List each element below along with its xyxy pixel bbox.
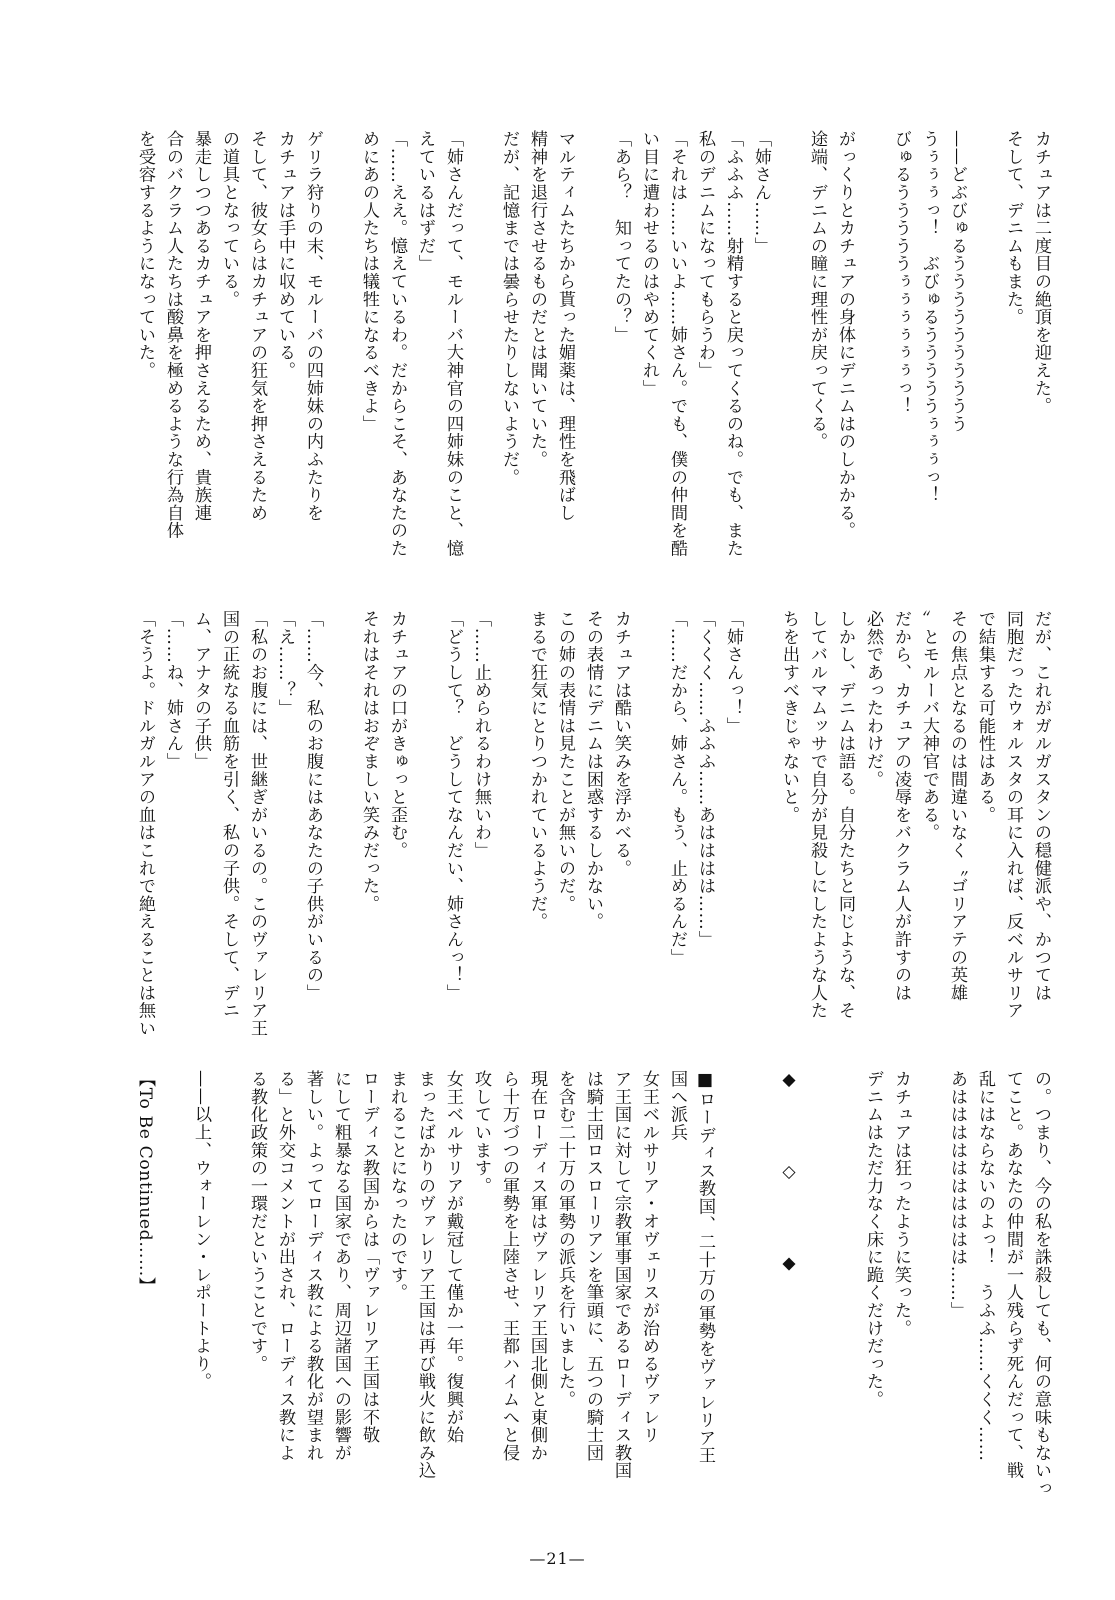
text-line: がっくりとカチュアの身体にデニムはのしかかる。 [835, 130, 855, 540]
text-line: ム、アナタの子供」 [191, 610, 211, 771]
text-line: ら十万づつの軍勢を上陸させ、王都ハイムへと侵 [499, 1070, 519, 1462]
text-line: めにあの人たちは犠牲になるべきよ」 [359, 130, 379, 433]
text-line: 「そうよ。ドルガルアの血はこれで絶えることは無い [135, 610, 155, 1038]
text-line: 「姉さんだって、モルーバ大神官の四姉妹のこと、憶 [443, 130, 463, 558]
text-line: ◆ ◇ ◆ [779, 1070, 799, 1275]
text-line: カチュアは手中に収めている。 [275, 130, 295, 380]
text-line: 女王ベルサリア・オヴェリスが治めるヴァレリ [639, 1070, 659, 1444]
text-line: で結集する可能性はある。 [975, 610, 995, 824]
text-line: しかし、デニムは語る。自分たちと同じような、そ [835, 610, 855, 1020]
text-line: 国の正統なる血筋を引く、私の子供。そして、デニ [219, 610, 239, 1020]
text-line: 「姉さん……」 [751, 130, 771, 255]
page-number: —21— [529, 1549, 586, 1568]
text-line: る教化政策の一環だということです。 [247, 1070, 267, 1373]
text-line: 「私のお腹には、世継ぎがいるの。このヴァレリア王 [247, 610, 267, 1038]
text-line: にして粗暴なる国家であり、周辺諸国への影響が [331, 1070, 351, 1462]
text-line: そして、デニムもまた。 [1003, 130, 1023, 326]
text-line: る」と外交コメントが出され、ローディス教によ [275, 1070, 295, 1462]
text-line: その焦点となるのは間違いなく〝ゴリアテの英雄 [947, 610, 967, 1002]
text-line: 〟とモルーバ大神官である。 [919, 610, 939, 842]
text-line: 暴走しつつあるカチュアを押さえるため、貴族連 [191, 130, 211, 522]
text-line: だが、記憶までは曇らせたりしないようだ。 [499, 130, 519, 486]
text-line: 「姉さんっ！」 [723, 610, 743, 735]
text-line: あはははははははははは……」 [947, 1070, 967, 1320]
text-line: ■ローディス教国、二十万の軍勢をヴァレリア王 [695, 1070, 715, 1465]
text-line: 国へ派兵 [667, 1070, 687, 1142]
text-line: を受容するようになっていた。 [135, 130, 155, 380]
text-tier-bottom [75, 1070, 1055, 1515]
text-line: てこと。あなたの仲間が一人残らず死んだって、戦 [1003, 1070, 1023, 1480]
text-line: 女王ベルサリアが戴冠して僅か一年。復興が始 [443, 1070, 463, 1444]
text-line: ゲリラ狩りの末、モルーバの四姉妹の内ふたりを [303, 130, 323, 522]
text-line: カチュアは酷い笑みを浮かべる。 [611, 610, 631, 877]
text-line: そして、彼女らはカチュアの狂気を押さえるため [247, 130, 267, 522]
text-line: まれることになったのです。 [387, 1070, 407, 1302]
text-line: してバルマムッサで自分が見殺しにしたような人た [807, 610, 827, 1020]
text-line: 「ふふふ……射精すると戻ってくるのね。でも、また [723, 130, 743, 558]
text-line: だが、これがガルガスタンの穏健派や、かつては [1031, 610, 1051, 1002]
text-line: 同胞だったウォルスタの耳に入れば、反ベルサリア [1003, 610, 1023, 1020]
text-tier-top [75, 130, 1055, 585]
text-line: ——以上、ウォーレン・レポートより。 [191, 1070, 211, 1391]
text-tier-middle [75, 610, 1055, 1065]
text-line: い目に遭わせるのはやめてくれ」 [639, 130, 659, 397]
text-line: カチュアは狂ったように笑った。 [891, 1070, 911, 1337]
text-line: 「……止められるわけ無いわ」 [471, 610, 491, 860]
text-line: は騎士団ロスローリアンを筆頭に、五つの騎士団 [583, 1070, 603, 1462]
text-line: 攻しています。 [471, 1070, 491, 1195]
text-line: まるで狂気にとりつかれているようだ。 [527, 610, 547, 931]
text-line: ——どぶびゅるうううううううううう [947, 130, 967, 433]
text-line: 著しい。よってローディス教による教化が望まれ [303, 1070, 323, 1462]
text-line: まったばかりのヴァレリア王国は再び戦火に飲み込 [415, 1070, 435, 1480]
text-line: 合のバクラム人たちは酸鼻を極めるような行為自体 [163, 130, 183, 540]
text-line: ア王国に対して宗教軍事国家であるローディス教国 [611, 1070, 631, 1480]
text-line: 「あら？ 知ってたの？」 [611, 130, 631, 344]
text-line: マルティムたちから貰った媚薬は、理性を飛ばし [555, 130, 575, 522]
text-line: 精神を退行させるものだとは聞いていた。 [527, 130, 547, 469]
text-line: 「どうして？ どうしてなんだい、姉さんっ！」 [443, 610, 463, 1002]
text-line: 乱にはならないのよっ！ うふふ……くくく…… [975, 1070, 995, 1462]
text-line: 「……ね、姉さん」 [163, 610, 183, 771]
text-line: びゅるうううううぅぅぅぅぅぅっ！ [891, 130, 911, 415]
text-line: を含む二十万の軍勢の派兵を行いました。 [555, 1070, 575, 1409]
text-line: 「それは……いいよ……姉さん。でも、僕の仲間を酷 [667, 130, 687, 558]
text-line: 「くくく……ふふふ……あはははは……」 [695, 610, 715, 949]
text-line: 「え……？」 [275, 610, 295, 717]
text-line: 私のデニムになってもらうわ」 [695, 130, 715, 380]
text-line: その表情にデニムは困惑するしかない。 [583, 610, 603, 931]
text-line: の道具となっている。 [219, 130, 239, 308]
text-line: 「……ええ。憶えているわ。だからこそ、あなたのた [387, 130, 407, 558]
text-line: うぅぅぅっ！ ぶびゅるうううううぅぅぅっ！ [919, 130, 939, 504]
text-line: 現在ローディス軍はヴァレリア王国北側と東側か [527, 1070, 547, 1462]
text-line: ちを出すべきじゃないと。 [779, 610, 799, 824]
text-line: の。つまり、今の私を誅殺しても、何の意味もないっ [1031, 1070, 1051, 1498]
text-line: この姉の表情は見たことが無いのだ。 [555, 610, 575, 913]
text-line: 途端、デニムの瞳に理性が戻ってくる。 [807, 130, 827, 451]
text-line: デニムはただ力なく床に跪くだけだった。 [863, 1070, 883, 1409]
text-line: それはそれはおぞましい笑みだった。 [359, 610, 379, 913]
text-line: えているはずだ」 [415, 130, 435, 273]
text-line: ローディス教国からは「ヴァレリア王国は不敬 [359, 1070, 379, 1444]
text-line: 「……だから、姉さん。もう、止めるんだ」 [667, 610, 687, 966]
text-line: 「……今、私のお腹にはあなたの子供がいるの」 [303, 610, 323, 1002]
text-line: 【To Be Continued……】 [135, 1070, 155, 1295]
text-line: 必然であったわけだ。 [863, 610, 883, 788]
text-line: カチュアの口がきゅっと歪む。 [387, 610, 407, 860]
text-line: カチュアは二度目の絶頂を迎えた。 [1031, 130, 1051, 415]
text-line: だから、カチュアの凌辱をバクラム人が許すのは [891, 610, 911, 1002]
